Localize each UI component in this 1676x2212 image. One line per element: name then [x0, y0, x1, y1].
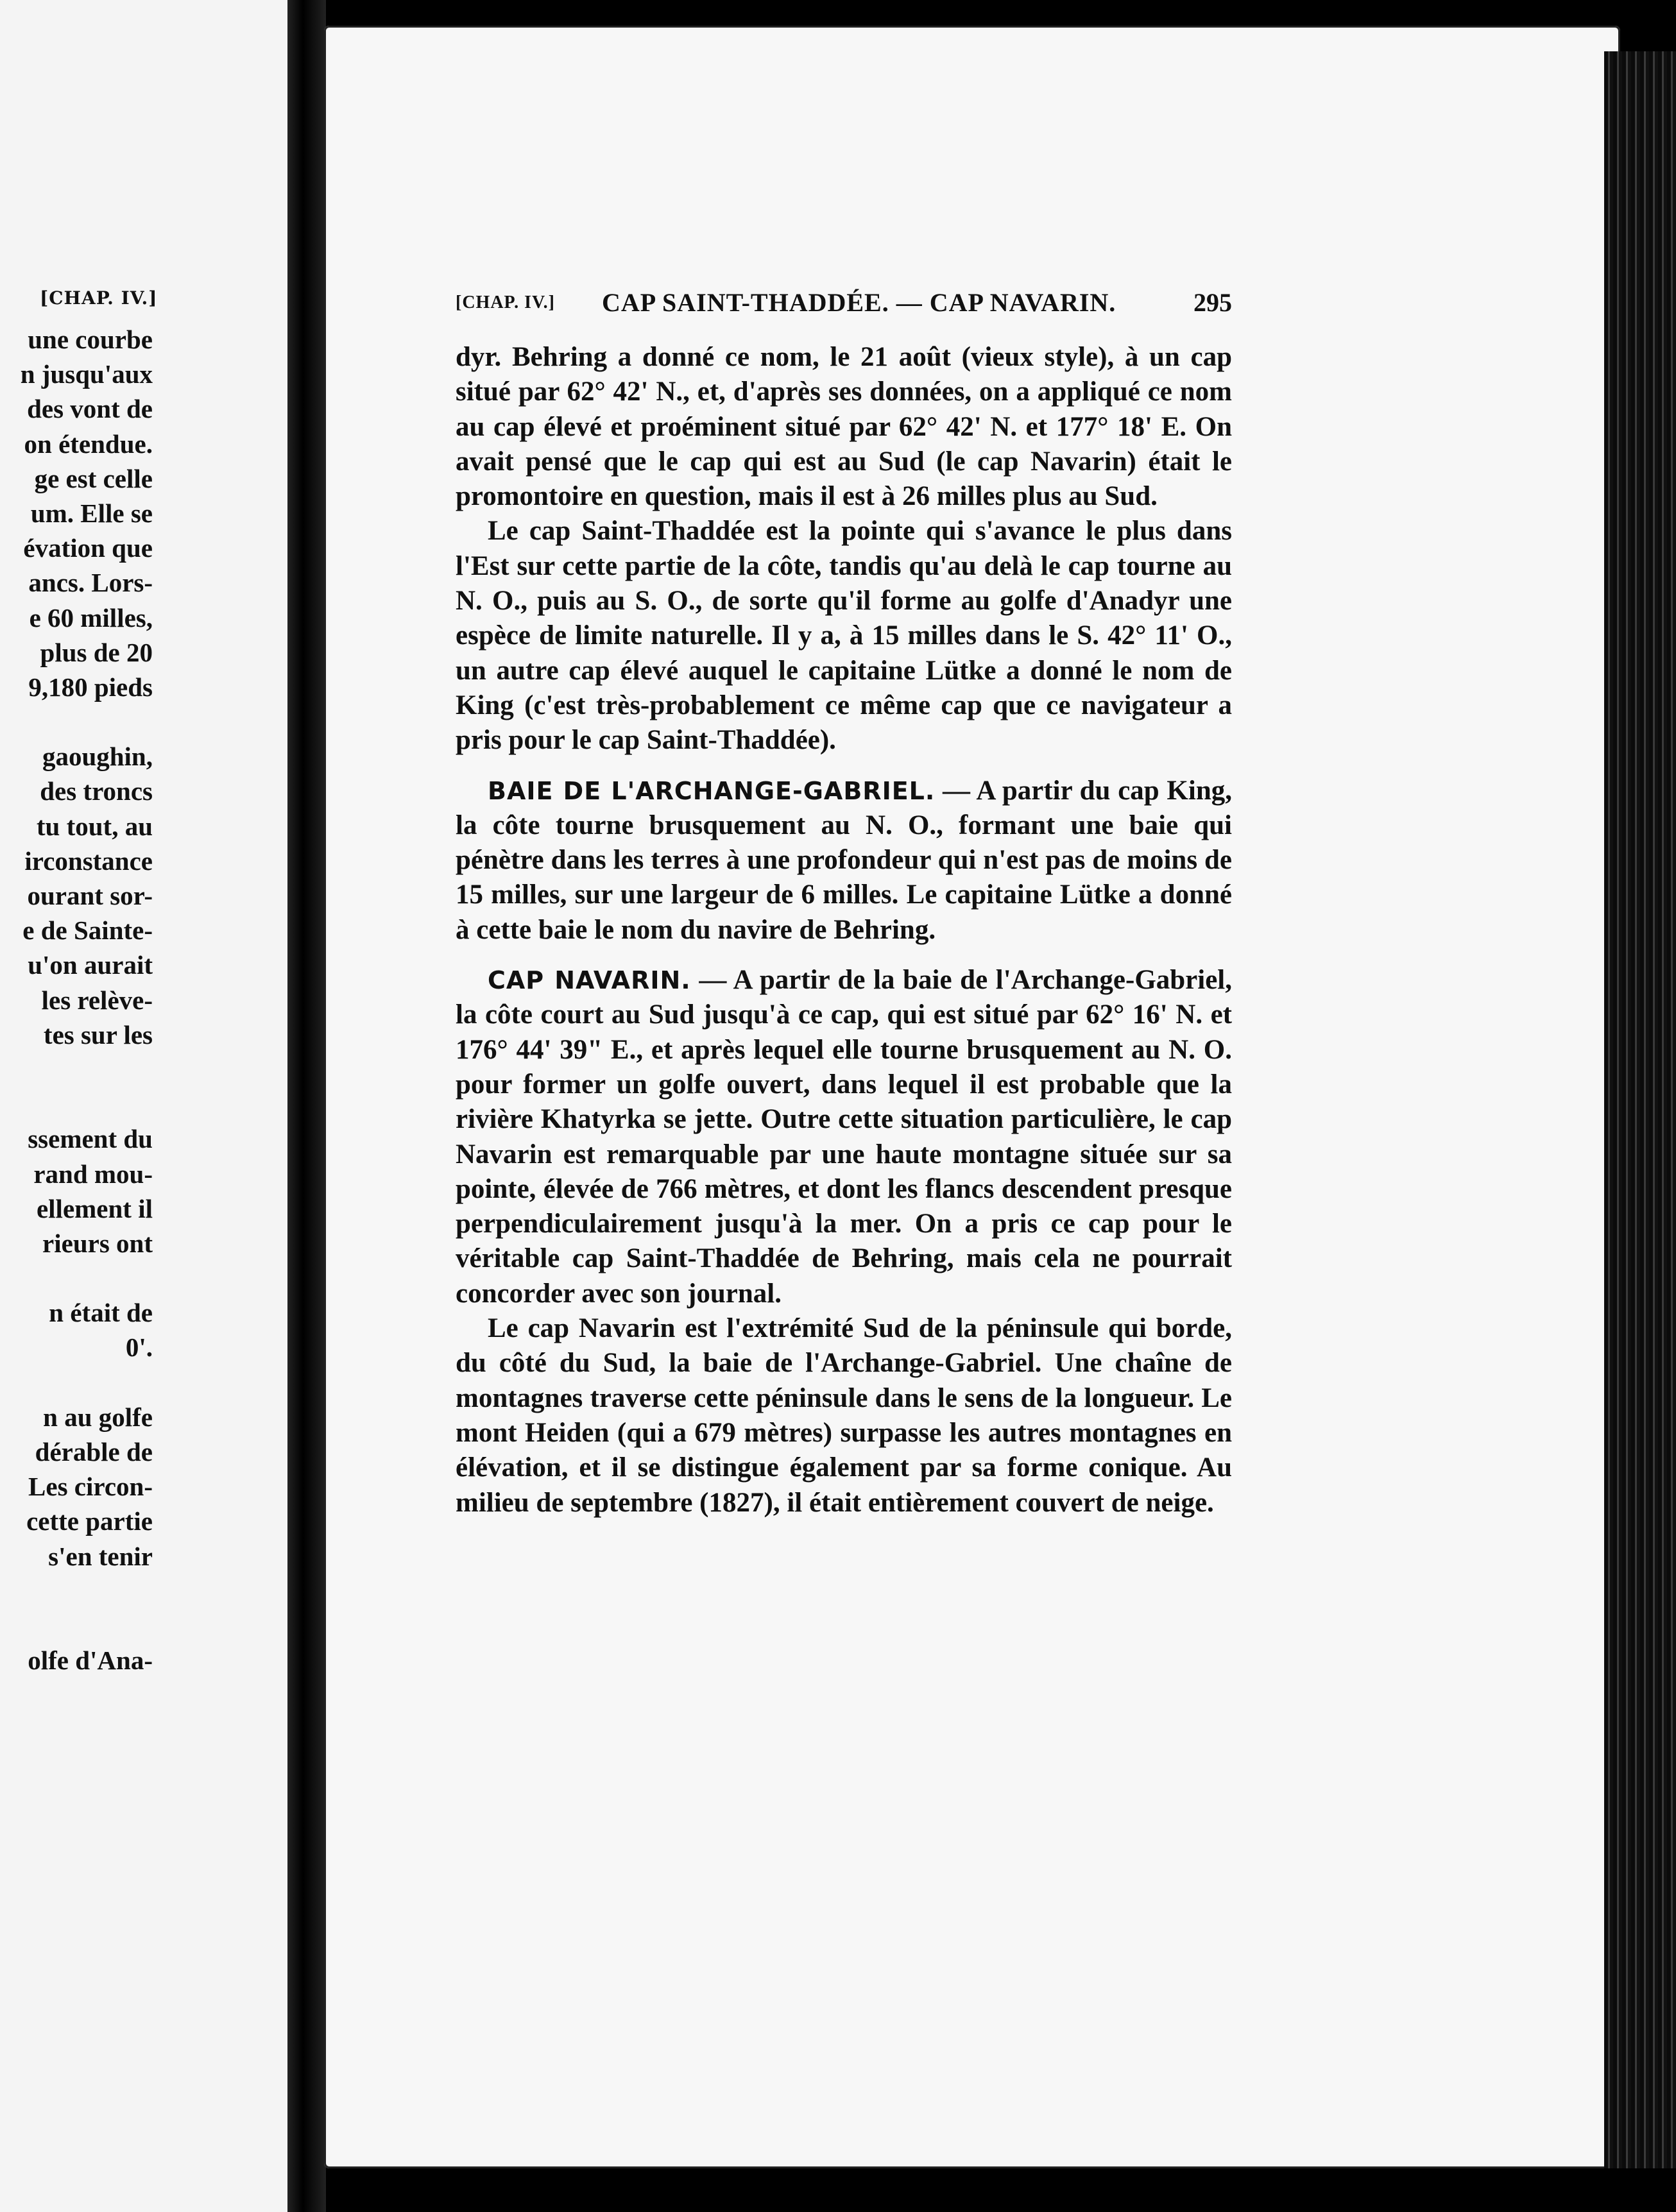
previous-page-line — [0, 1052, 153, 1087]
previous-page-line: um. Elle se — [30, 498, 153, 528]
previous-page-line: n était de — [49, 1298, 153, 1328]
previous-page-line: des vont de — [27, 394, 153, 424]
previous-page-line: 9,180 pieds — [28, 672, 153, 702]
paragraph-2: Le cap Saint-Thaddée est la pointe qui s'avance le plus dans l'Est sur cette partie de la côte, tandis qu'au delà le cap tourne au N. O., puis au S. O., de sorte qu'il forme au golfe d'Anadyr une espèce de limite naturelle. Il y a, à 15 milles dans le S. 42° 11' O., un autre cap élevé auquel le capitaine Lütke a donné le nom de King (c'est très-probablement ce même cap que ce navigateur a pris pour le cap Saint-Thaddée). — [456, 516, 1232, 756]
previous-page-line: rand mou- — [33, 1159, 153, 1189]
page-number: 295 — [1193, 288, 1232, 317]
previous-page-line: les relève- — [41, 985, 153, 1015]
previous-page-line: ge est celle — [34, 463, 153, 493]
previous-page-line: irconstance — [24, 846, 153, 876]
previous-page-line: n jusqu'aux — [20, 359, 153, 389]
previous-page-line — [0, 704, 153, 739]
previous-page-text — [0, 322, 153, 1678]
paragraph-3 — [456, 774, 1232, 948]
previous-page-line: n au golfe — [43, 1402, 153, 1432]
previous-page — [0, 0, 295, 2212]
previous-page-line — [0, 1365, 153, 1400]
page-edges — [1604, 51, 1676, 2168]
section-heading-cap-navarin: CAP NAVARIN. — [488, 966, 691, 995]
chapter-marker: [CHAP. IV.] — [456, 293, 555, 312]
previous-page-line: une courbe — [28, 325, 153, 354]
previous-page-line: ellement il — [36, 1193, 153, 1223]
paragraph-5: Le cap Navarin est l'extrémité Sud de la péninsule qui borde, du côté du Sud, la baie de l'Archange-Gabriel. Une chaîne de montagnes traverse cette péninsule dans le sens de la longueur. Le mont Heiden (qui a 679 mètres) surpasse les autres montagnes en élévation, et il se distingue également par sa forme conique. Au milieu de septembre (1827), il était entièrement couvert de neige. — [456, 1313, 1232, 1518]
paragraph-1: dyr. Behring a donné ce nom, le 21 août (vieux style), à un cap situé par 62° 42' N., et, d'après ses données, on a appliqué ce nom au cap élevé et proéminent situé par 62° 42' N. et 177° 18' E. On avait pensé que le cap qui est au Sud (le cap Navarin) était le promontoire en question, mais il est à 26 milles plus au Sud. — [456, 342, 1232, 512]
previous-page-line: s'en tenir — [48, 1541, 153, 1571]
previous-page-line — [0, 1608, 153, 1643]
previous-page-line: e 60 milles, — [29, 602, 153, 633]
paragraph-4-text: — A partir de la baie de l'Archange-Gabriel, la côte court au Sud jusqu'à ce cap, qui est situé par 62° 16' N. et 176° 44' 39" E., et après lequel elle tourne brusquement au N. O. pour former un golfe ouvert, dans lequel il est probable que la rivière Khatyrka se jette. Outre cette situation particulière, le cap Navarin est remarquable par une haute montagne située sur sa pointe, élevée de 766 mètres, et dont les flancs descendent presque perpendiculairement jusqu'à la mer. On a pris ce cap pour le véritable cap Saint-Thaddée de Behring, mais cela ne pourrait concorder avec son journal. — [456, 965, 1232, 1309]
previous-page-line: tu tout, au — [36, 811, 153, 841]
previous-page-line: ancs. Lors- — [28, 568, 153, 598]
previous-page-line: rieurs ont — [42, 1228, 153, 1258]
page-body — [456, 340, 1232, 1520]
previous-page-line: des troncs — [40, 776, 153, 806]
previous-page-line — [0, 1087, 153, 1121]
previous-page-running-head: [CHAP. IV.] — [40, 287, 158, 309]
previous-page-line — [0, 1574, 153, 1608]
previous-page-line: ssement du — [28, 1124, 153, 1154]
previous-page-line: on étendue. — [24, 429, 153, 459]
previous-page-line: tes sur les — [43, 1019, 153, 1050]
book-gutter — [287, 0, 326, 2212]
section-heading-baie: BAIE DE L'ARCHANGE-GABRIEL. — [488, 776, 936, 805]
paragraph-3-text: — A partir du cap King, la côte tourne brusquement au N. O., formant une baie qui pénètre dans les terres à une profondeur qui n'est pas de moins de 15 milles, sur une largeur de 6 milles. Le capitaine Lütke a donné à cette baie le nom du navire de Behring. — [456, 775, 1232, 945]
previous-page-line: évation que — [23, 533, 153, 563]
previous-page-line: ourant sor- — [27, 881, 153, 910]
previous-page-line: Les circon- — [28, 1472, 153, 1502]
previous-page-line: e de Sainte- — [22, 915, 153, 946]
previous-page-line: 0'. — [125, 1332, 153, 1363]
previous-page-line: gaoughin, — [42, 742, 153, 772]
running-head — [456, 287, 1232, 319]
previous-page-line — [0, 1261, 153, 1295]
previous-page-line: cette partie — [26, 1506, 153, 1536]
paragraph-4 — [456, 963, 1232, 1311]
previous-page-line: olfe d'Ana- — [28, 1646, 153, 1676]
previous-page-line: dérable de — [35, 1437, 153, 1467]
previous-page-line: plus de 20 — [40, 637, 153, 667]
previous-page-line: u'on aurait — [28, 950, 153, 980]
running-title: CAP SAINT-THADDÉE. — CAP NAVARIN. — [602, 288, 1116, 317]
